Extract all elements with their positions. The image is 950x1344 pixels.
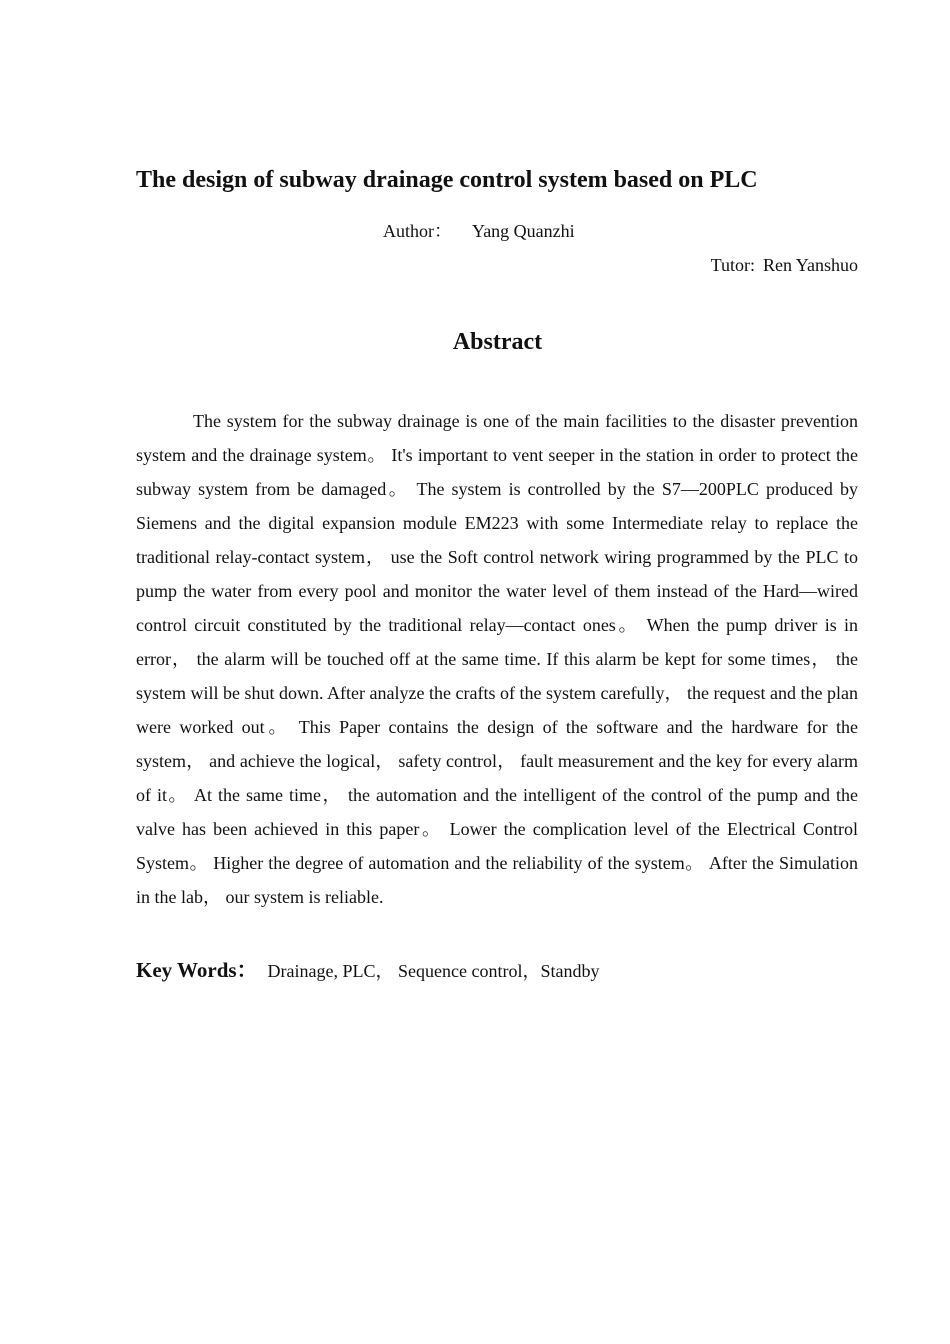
abstract-paragraph: The system for the subway drainage is one of the main facilities to the disaster prevention system and the drainage system。 It's important to vent seeper in the station in order to protect the subway system from be damaged。 The system is controlled by the S7—200PLC produced by Siemens and the digital expansion module EM223 with some Intermediate relay to replace the traditional relay-contact system， use the Soft control network wiring programmed by the PLC to pump the water from every pool and monitor the water level of them instead of the Hard—wired control circuit constituted by the traditional relay—contact ones。 When the pump driver is in error， the alarm will be touched off at the same time. If this alarm be kept for some times， the system will be shut down. After analyze the crafts of the system carefully， the request and the plan were worked out。 This Paper contains the design of the software and the hardware for the system， and achieve the logical， safety control， fault measurement and the key for every alarm of it。 At the same time， the automation and the intelligent of the control of the pump and the valve has been achieved in this paper。 Lower the complication level of the Electrical Control System。 Higher the degree of automation and the reliability of the system。 After the Simulation in the lab， our system is reliable. [136, 411, 858, 907]
keywords-label: Key Words： [136, 958, 258, 982]
keywords-text: Drainage, PLC， Sequence control，Standby [267, 961, 600, 981]
author-label: Author： [383, 221, 452, 241]
author-line [383, 219, 575, 243]
author-name: Yang Quanzhi [472, 221, 575, 241]
paper-title: The design of subway drainage control system based on PLC [136, 167, 758, 193]
tutor-name: Ren Yanshuo [762, 255, 858, 275]
tutor-line [711, 253, 858, 277]
abstract-heading: Abstract [452, 329, 543, 355]
tutor-label: Tutor: [710, 255, 755, 275]
keywords-line [136, 955, 858, 986]
